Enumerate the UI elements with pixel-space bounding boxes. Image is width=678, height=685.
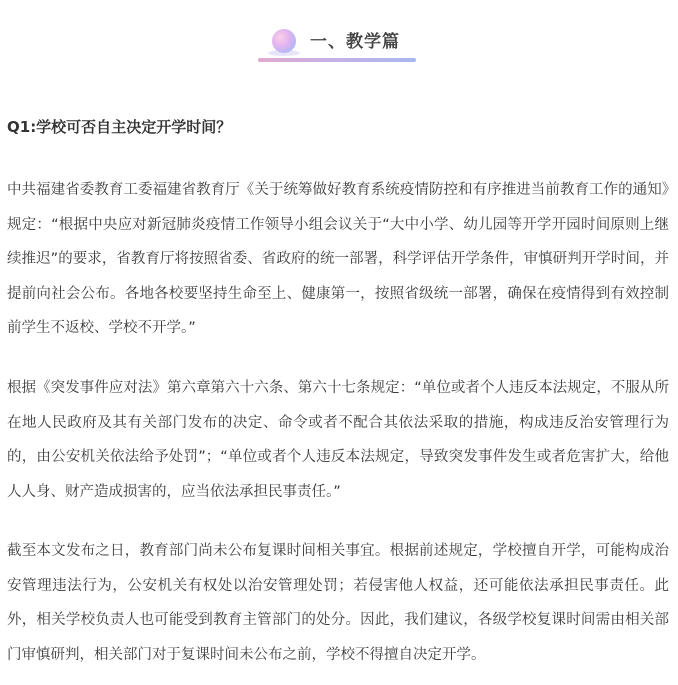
paragraph-notice: 中共福建省委教育工委福建省教育厅《关于统筹做好教育系统疫情防控和有序推进当前教育工作的通知》规定：“根据中央应对新冠肺炎疫情工作领导小组会议关于“大中小学、幼儿园等开学开园时间原则上继续推迟”的要求，省教育厅将按照省委、省政府的统一部署，科学评估开学条件，审慎研判开学时间，并提前向社会公布。各地各校要坚持生命至上、健康第一，按照省级统一部署，确保在疫情得到有效控制前学生不返校、学校不开学。” xyxy=(7,182,669,337)
paragraph-conclusion: 截至本文发布之日，教育部门尚未公布复课时间相关事宜。根据前述规定，学校擅自开学，可能构成治安管理违法行为，公安机关有权处以治安管理处罚；若侵害他人权益，还可能依法承担民事责任。此外，相关学校负责人也可能受到教育主管部门的处分。因此，我们建议，各级学校复课时间需由相关部门审慎研判，相关部门对于复课时间未公布之前，学校不得擅自决定开学。 xyxy=(7,543,669,663)
paragraph-law: 根据《突发事件应对法》第六章第六十六条、第六十七条规定：“单位或者个人违反本法规定，不服从所在地人民政府及其有关部门发布的决定、命令或者不配合其依法采取的措施，构成违反治安管理行为的，由公安机关依法给予处罚”；“单位或者个人违反本法规定，导致突发事件发生或者危害扩大，给他人人身、财产造成损害的，应当依法承担民事责任。” xyxy=(7,380,669,500)
question-heading: Q1:学校可否自主决定开学时间？ xyxy=(7,118,232,136)
section-header xyxy=(258,22,416,64)
section-underline xyxy=(258,58,416,62)
section-title: 一、教学篇 xyxy=(310,32,400,52)
gradient-orb-icon xyxy=(272,29,296,53)
